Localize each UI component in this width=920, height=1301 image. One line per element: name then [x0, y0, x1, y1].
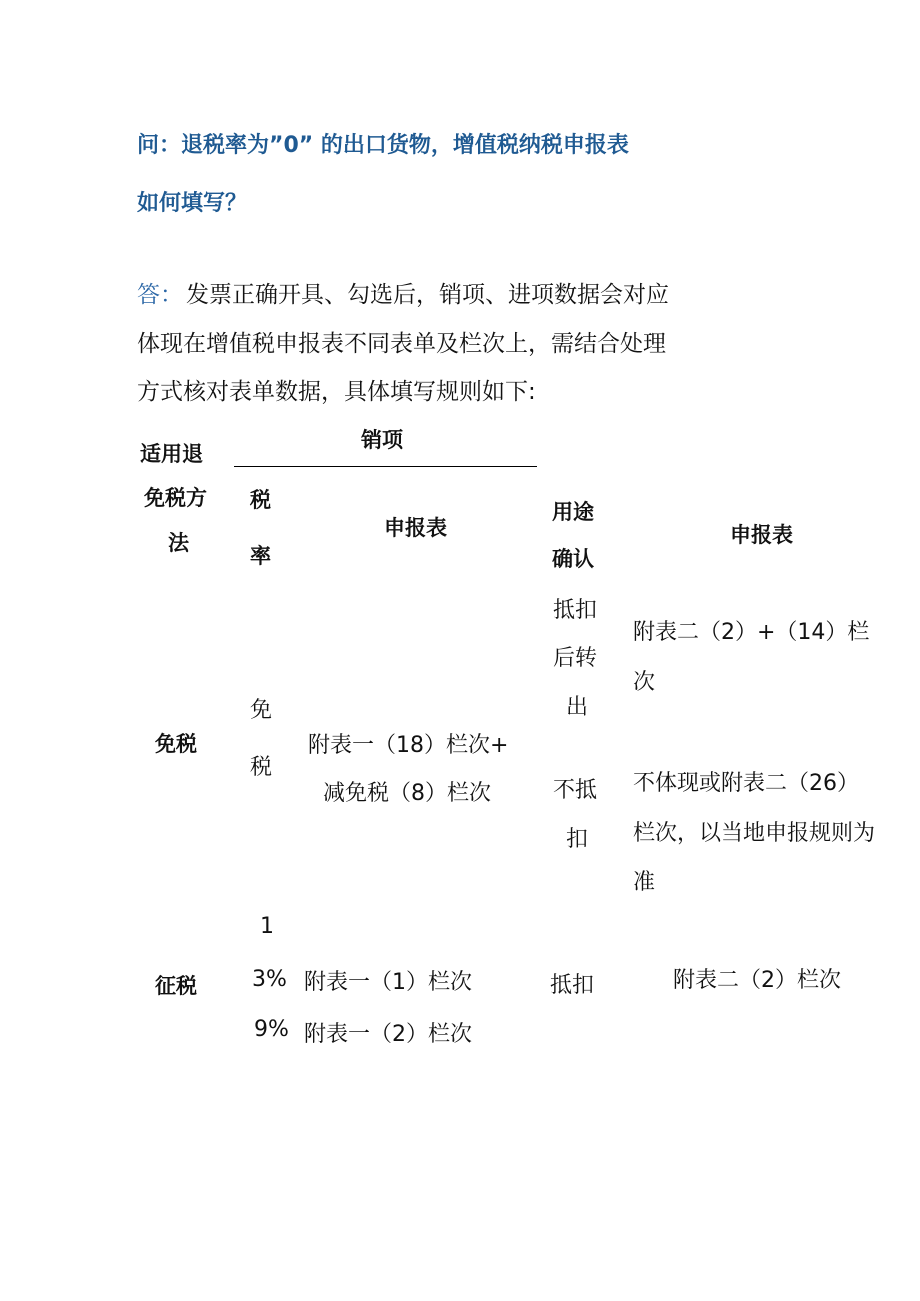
header-sales-form: 申报表 — [384, 516, 447, 540]
answer-line-3: 方式核对表单数据，具体填写规则如下: — [137, 379, 536, 405]
question-line-1: 问：退税率为”0” 的出口货物，增值税纳税申报表 — [137, 133, 629, 158]
row-levy-rate-2: 9% — [254, 1017, 289, 1042]
header-method-line-1: 适用退 — [140, 442, 203, 466]
header-sales-rule — [234, 466, 537, 467]
row-exempt-input2-line-1: 不体现或附表二（26） — [633, 771, 859, 796]
row-levy-input: 附表二（2）栏次 — [673, 968, 841, 993]
row-exempt-usage1-line-2: 后转 — [553, 646, 598, 671]
row-exempt-input1-line-2: 次 — [633, 670, 656, 695]
row-levy-usage: 抵扣 — [550, 973, 595, 998]
row-levy-method: 征税 — [155, 974, 197, 998]
row-exempt-usage1-line-1: 抵扣 — [553, 598, 598, 623]
row-exempt-form-line-2: 减免税（8）栏次 — [323, 781, 491, 806]
row-levy-form-1: 附表一（1）栏次 — [304, 970, 472, 995]
row-exempt-usage2-line-1: 不抵 — [553, 778, 598, 803]
row-levy-rate-top: 1 — [260, 914, 274, 939]
row-exempt-input1-line-1: 附表二（2）+（14）栏 — [633, 620, 870, 645]
row-exempt-usage1-line-3: 出 — [566, 695, 589, 720]
row-levy-rate-1: 3% — [252, 967, 287, 992]
row-exempt-form-line-1: 附表一（18）栏次+ — [308, 733, 509, 758]
answer-label: 答： — [137, 282, 183, 308]
row-exempt-method: 免税 — [155, 732, 197, 756]
row-exempt-input2-line-2: 栏次，以当地申报规则为 — [633, 821, 876, 846]
header-usage-line-2: 确认 — [552, 547, 594, 571]
answer-line-2: 体现在增值税申报表不同表单及栏次上，需结合处理 — [137, 331, 666, 357]
row-exempt-usage2-line-2: 扣 — [566, 827, 589, 852]
header-method-line-3: 法 — [168, 531, 189, 555]
header-usage-line-1: 用途 — [552, 500, 594, 524]
answer-line-1: 发票正确开具、勾选后，销项、进项数据会对应 — [186, 282, 669, 308]
header-sales: 销项 — [361, 428, 403, 452]
header-rate-line-2: 率 — [250, 544, 271, 568]
row-exempt-input2-line-3: 准 — [633, 870, 656, 895]
header-method-line-2: 免税方 — [144, 486, 207, 510]
row-exempt-rate-line-2: 税 — [250, 755, 273, 780]
row-exempt-rate-line-1: 免 — [250, 698, 273, 723]
header-rate-line-1: 税 — [250, 488, 271, 512]
row-levy-form-2: 附表一（2）栏次 — [304, 1022, 472, 1047]
header-input-form: 申报表 — [730, 523, 793, 547]
question-line-2: 如何填写？ — [137, 191, 248, 216]
